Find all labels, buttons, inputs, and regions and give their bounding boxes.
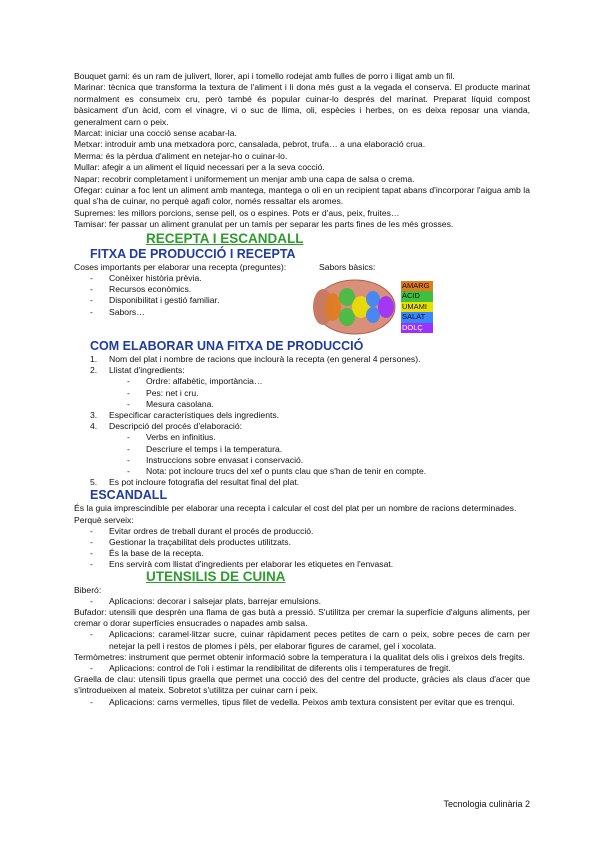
perque-list — [90, 526, 530, 571]
sabor-salat: SALAT — [401, 312, 433, 323]
glossary — [74, 71, 530, 231]
substeps — [127, 376, 530, 410]
sabor-amarg: AMARG — [401, 281, 433, 292]
escandall-text: És la guia imprescindible per elaborar una recepta i calcular el cost del plat per un nombre de racions determinades. — [74, 503, 517, 514]
utensilis-heading: UTENSILIS DE CUINA — [146, 568, 286, 584]
tongue-image — [309, 275, 399, 339]
glossary-entry: Marinar: tècnica que transforma la textura de l'aliment i li dona més gust a la vegada el conserva. El producte marinat normalment es consumeix cru, però també és popular cuinar-lo després del marinat. Preparat líquid compost bàsicament d'un àcid, com el vinagre, vi o suc de llima, oli, espècies i herbes, on es deixa reposar una vianda, generalment carn o peix. — [74, 82, 530, 127]
graella-list — [90, 697, 530, 708]
biberon-list — [90, 596, 530, 607]
sabor-umami: UMAMI — [401, 302, 433, 313]
list-item: - Evitar ordres de treball durant el procés de producció. — [90, 526, 530, 537]
graella-text: Graella de clau: utensili tipus graella que permet una cocció des del centre del producte, gràcies als claus d'acer que s'introdueixen al mateix. Sobretot s'utilitza per cuinar carn i peix. — [74, 674, 530, 696]
list-item: - Gestionar la traçabilitat dels productes utilitzats. — [90, 537, 530, 548]
list-item: - Aplicacions: carns vermelles, tipus filet de vedella. Peixos amb textura consistent per evitar que es trenqui. — [90, 697, 530, 708]
sabors-column — [309, 262, 530, 341]
list-item: - Verbs en infinitius. — [127, 432, 530, 443]
list-item: - Ens servirà com llistat d'ingredients per elaborar les etiquetes en l'envasat. — [90, 559, 530, 570]
biberon-label: Biberó: — [74, 584, 102, 595]
substeps — [127, 432, 530, 477]
termometres-text: Termòmetres: instrument que permet obtenir informació sobre la temperatura i la qualitat dels olis i greixos dels fregits. — [74, 651, 525, 662]
sabor-dolc: DOLÇ — [401, 323, 433, 334]
coses-list — [90, 273, 309, 318]
list-item: - Disponibilitat i gestió familiar. — [90, 295, 309, 306]
glossary-entry: Marcat: iniciar una cocció sense acabar-la. — [74, 128, 237, 139]
perque-label: Perquè serveix: — [74, 514, 134, 525]
glossary-entry: Supremes: les millors porcions, sense pell, os o espines. Pots er d'aus, peix, fruites… — [74, 207, 400, 218]
glossary-entry: Ofegar: cuinar a foc lent un aliment amb mantega, mantega o oli en un recipient tapat abans d'incorporar l'aigua amb la qual s'ha de cuinar, no perquè agafi color, només ressaltar els aromes. — [74, 185, 530, 207]
steps-list — [90, 354, 530, 488]
glossary-entry: Tamisar: fer passar un aliment granulat per un tamís per separar les parts fines de les més grosses. — [74, 219, 454, 230]
list-item: - Descriure el temps i la temperatura. — [127, 444, 530, 455]
list-item: - És la base de la recepta. — [90, 548, 530, 559]
fitxa-heading: FITXA DE PRODUCCIÓ I RECEPTA — [90, 246, 296, 261]
com-elaborar-heading: COM ELABORAR UNA FITXA DE PRODUCCIÓ — [90, 338, 364, 353]
list-item: - Sabors… — [90, 307, 309, 318]
list-item: - Conèixer història prèvia. — [90, 273, 309, 284]
glossary-entry: Napar: recobrir completament i uniformement un menjar amb una capa de salsa o crema. — [74, 173, 415, 184]
list-item: - Ordre: alfabètic, importància… — [127, 376, 530, 387]
step-item: 1. Nom del plat i nombre de racions que inclourà la recepta (en general 4 persones). — [90, 353, 421, 364]
step-item: 4. Descripció del procés d'elaboració: - Verbs en infinitius. - Descriure el temps i la temperatura. - Instruccions sobre envasat i conservació. - Nota: pot incloure trucs del xef o punts clau que s'han de tenir en compte. — [90, 421, 530, 477]
bufador-list — [90, 629, 530, 651]
tongue-diagram — [309, 275, 530, 341]
step-item: 5. Es pot incloure fotografia del resultat final del plat. — [90, 477, 300, 488]
coses-intro: Coses importants per elaborar una recepta (preguntes): — [74, 261, 287, 272]
glossary-entry: Metxar: introduir amb una metxadora porc, cansalada, pebrot, trufa… a una elaboració crua. — [74, 139, 426, 150]
sabor-acid: ÀCID — [401, 291, 433, 302]
glossary-entry: Mullar: afegir a un aliment el líquid necessari per a la seva cocció. — [74, 162, 325, 173]
escandall-heading: ESCANDALL — [90, 488, 168, 503]
list-item: - Mesura casolana. — [127, 399, 530, 410]
list-item: - Aplicacions: decorar i salsejar plats, barrejar emulsions. — [90, 596, 530, 607]
termometres-list — [90, 663, 530, 674]
page-content — [74, 71, 530, 708]
page-footer: Tecnologia culinària 2 — [443, 799, 530, 809]
list-item: - Instruccions sobre envasat i conservació. — [127, 455, 530, 466]
coses-sabors-row — [74, 262, 530, 341]
recepta-escandall-heading: RECEPTA I ESCANDALL — [146, 230, 304, 246]
coses-column — [74, 262, 309, 341]
list-item: - Nota: pot incloure trucs del xef o punts clau que s'han de tenir en compte. — [127, 466, 530, 477]
sabors-legend — [401, 281, 433, 334]
list-item: - Aplicacions: control de l'oli i estimar la rendibilitat de diferents olis i temperatures de fregit. — [90, 663, 530, 674]
step-item: 2. Llistat d'ingredients: - Ordre: alfabètic, importància… - Pes: net i cru. - Mesura casolana. — [90, 365, 530, 410]
list-item: - Recursos econòmics. — [90, 284, 309, 295]
list-item: - Pes: net i cru. — [127, 388, 530, 399]
step-item: 3. Especificar característiques dels ingredients. — [90, 409, 280, 420]
glossary-entry: Merma: és la pèrdua d'aliment en netejar-ho o cuinar-lo. — [74, 150, 288, 161]
glossary-entry: Bouquet garni: és un ram de julivert, llorer, api i tomello rodejat amb fulles de porro i lligat amb un fil. — [74, 71, 455, 81]
bufador-text: Bufador: utensili que desprèn una flama de gas butà a pressió. S'utilitza per cremar la superfície d'alguns aliments, per cremar o dorar superfícies ensucrades o napades amb salsa. — [74, 606, 530, 629]
list-item: - Aplicacions: caramel·litzar sucre, cuinar ràpidament peces petites de carn o peix, sobre peces de carn per netejar la pell i restos de plomes i pèls, per elaborar figures de caramel, gel i xocolata. — [90, 629, 530, 651]
sabors-label: Sabors bàsics: — [319, 261, 376, 272]
